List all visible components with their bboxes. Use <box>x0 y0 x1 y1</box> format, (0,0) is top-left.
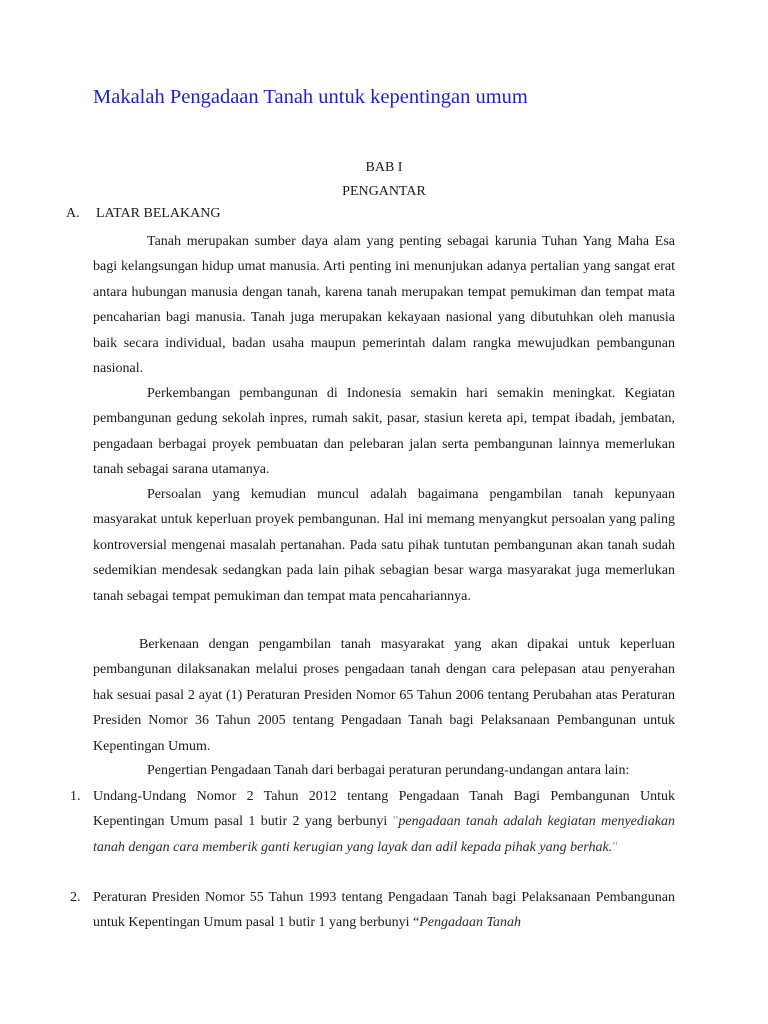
paragraph: Perkembangan pembangunan di Indonesia semakin hari semakin meningkat. Kegiatan pembangunan gedung sekolah inpres, rumah sakit, pasar, stasiun kereta api, tempat ibadah, jembatan, pengadaan berbagai proyek pembuatan dan pelebaran jalan serta pembangunan lainnya memerlukan tanah sebagai sarana utamanya. <box>93 386 675 478</box>
section-heading <box>66 206 220 222</box>
list-marker: 1. <box>70 789 81 804</box>
quoted-definition: Pengadaan Tanah <box>419 915 521 931</box>
chapter-number: BAB I <box>365 160 403 175</box>
list-item-text: Undang-Undang Nomor 2 Tahun 2012 tentang Pengadaan Tanah Bagi Pembangunan Untuk Kepentingan Umum pasal 1 butir 2 yang berbunyi <box>93 789 675 830</box>
open-quote: " <box>392 814 399 830</box>
list-item <box>70 885 675 936</box>
document-title: Makalah Pengadaan Tanah untuk kepentingan umum <box>93 86 528 108</box>
quoted-definition: pengadaan tanah adalah kegiatan menyediakan tanah dengan cara memberik ganti kerugian yang layak dan adil kepada pihak yang berhak. <box>93 814 675 855</box>
section-label: LATAR BELAKANG <box>96 206 221 221</box>
paragraph: Pengertian Pengadaan Tanah dari berbagai peraturan perundang-undangan antara lain: <box>147 763 630 778</box>
chapter-title: PENGANTAR <box>342 184 426 199</box>
paragraph: Berkenaan dengan pengambilan tanah masyarakat yang akan dipakai untuk keperluan pembangunan dilaksanakan melalui proses pengadaan tanah dengan cara pelepasan atau penyerahan hak sesuai pasal 2 ayat (1) Peraturan Presiden Nomor 65 Tahun 2006 tentang Perubahan atas Peraturan Presiden Nomor 36 Tahun 2005 tentang Pengadaan Tanah bagi Pelaksanaan Pembangunan untuk Kepentingan Umum. <box>93 637 675 754</box>
list-marker: 2. <box>70 890 81 905</box>
paragraph: Persoalan yang kemudian muncul adalah bagaimana pengambilan tanah kepunyaan masyarakat untuk keperluan proyek pembangunan. Hal ini memang menyangkut persoalan yang paling kontroversial mengenai masalah pertanahan. Pada satu pihak tuntutan pembangunan akan tanah sudah sedemikian mendesak sedangkan pada lain pihak sebagian besar warga masyarakat juga memerlukan tanah sebagai tempat pemukiman dan tempat mata pencahariannya. <box>93 487 675 604</box>
paragraph: Tanah merupakan sumber daya alam yang penting sebagai karunia Tuhan Yang Maha Esa bagi kelangsungan hidup umat manusia. Arti penting ini menunjukan adanya pertalian yang sangat erat antara hubungan manusia dengan tanah, karena tanah merupakan tempat pemukiman dan tempat mata pencaharian bagi manusia. Tanah juga merupakan kekayaan nasional yang dibutuhkan oleh manusia baik secara individual, badan usaha maupun pemerintah dalam rangka mewujudkan pembangunan nasional. <box>93 234 675 377</box>
list-item-text: Peraturan Presiden Nomor 55 Tahun 1993 tentang Pengadaan Tanah bagi Pelaksanaan Pembangunan untuk Kepentingan Umum pasal 1 butir 1 yang berbunyi “ <box>93 890 675 931</box>
section-marker: A. <box>66 206 80 221</box>
list-item <box>70 784 675 860</box>
close-quote: " <box>612 839 618 855</box>
